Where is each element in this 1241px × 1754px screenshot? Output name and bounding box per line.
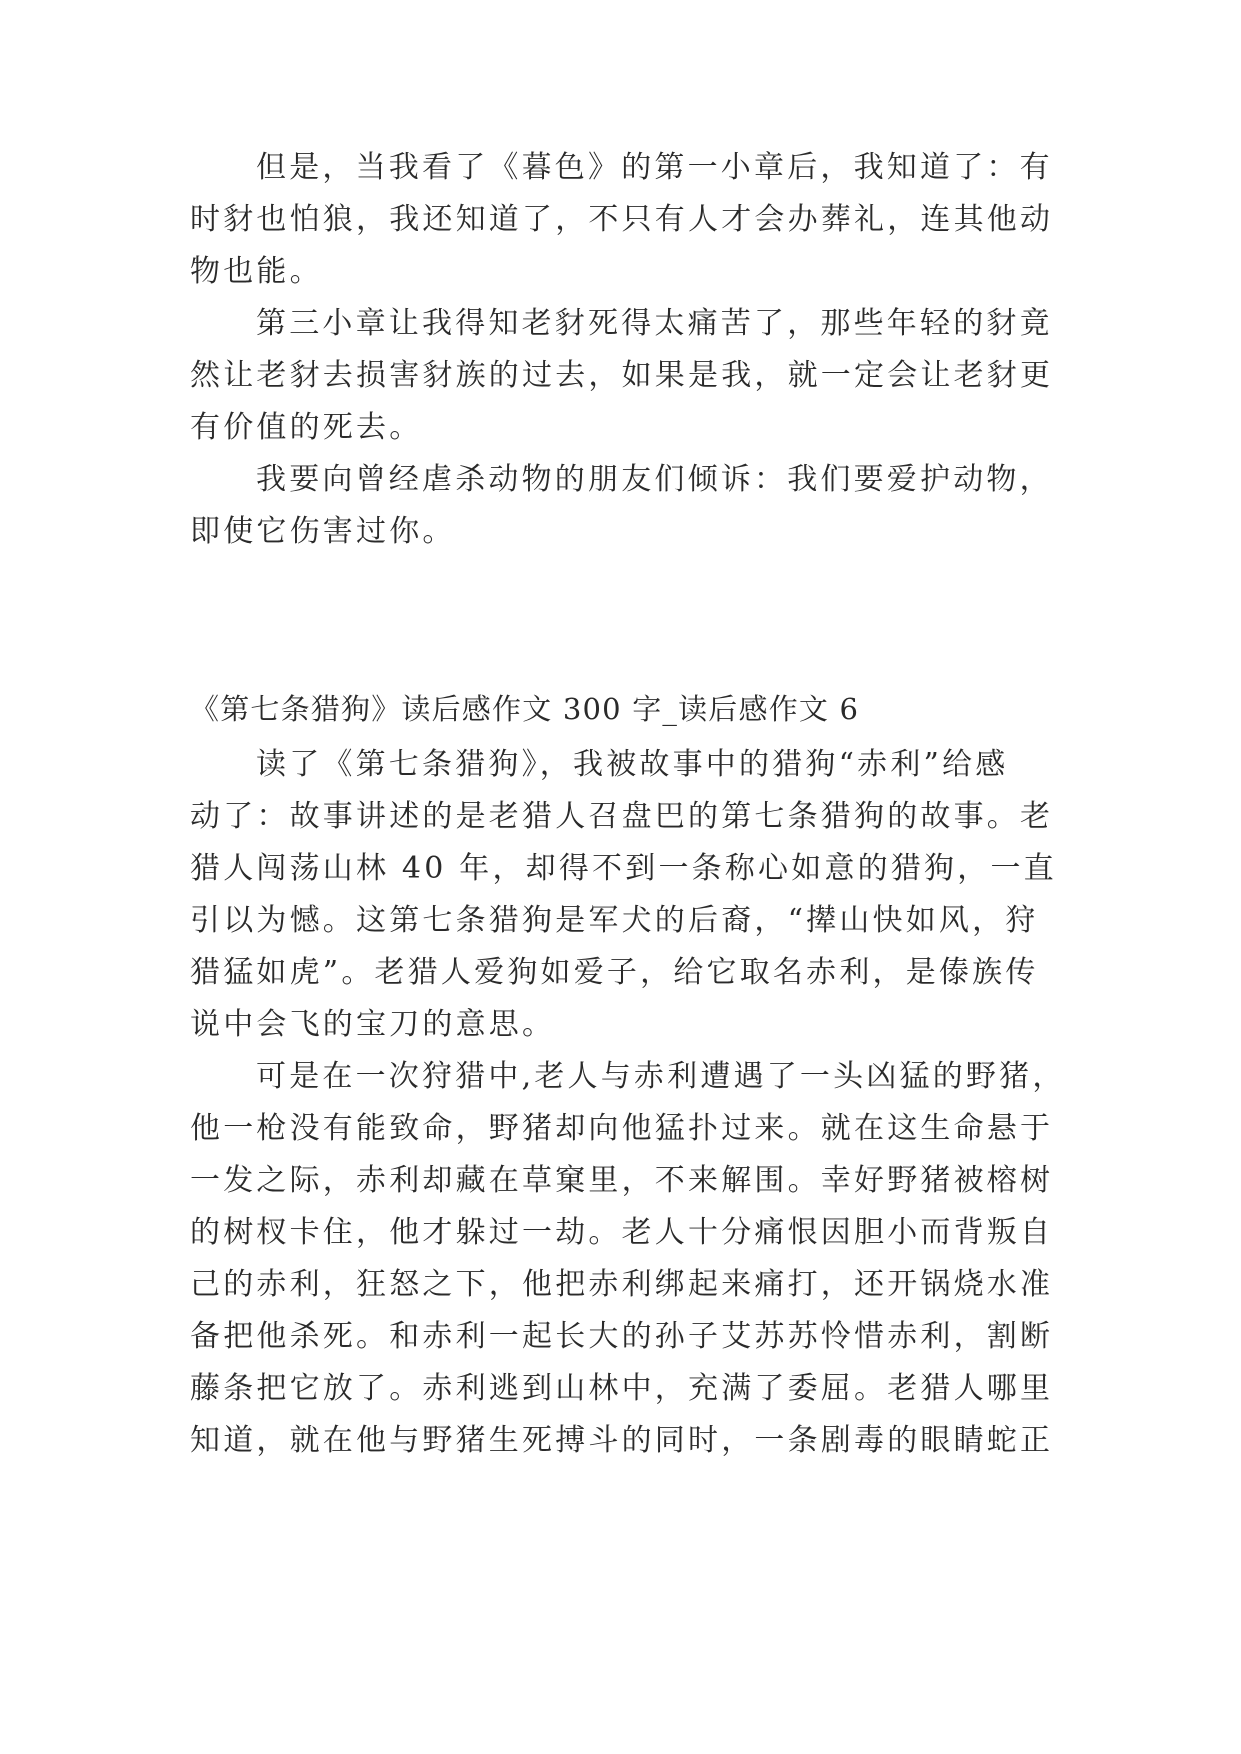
article-heading: 《第七条猎狗》读后感作文 300 字_读后感作文 6 bbox=[190, 692, 860, 726]
text-line: 时豺也怕狼，我还知道了，不只有人才会办葬礼，连其他动 bbox=[190, 202, 1054, 237]
text-line: 知道，就在他与野猪生死搏斗的同时，一条剧毒的眼睛蛇正 bbox=[190, 1423, 1054, 1458]
text-line: 第三小章让我得知老豺死得太痛苦了，那些年轻的豺竟 bbox=[256, 306, 1053, 341]
text-line: 一发之际，赤利却藏在草窠里，不来解围。幸好野猪被榕树 bbox=[190, 1163, 1054, 1198]
text-line: 即使它伤害过你。 bbox=[190, 514, 456, 549]
text-line: 然让老豺去损害豺族的过去，如果是我，就一定会让老豺更 bbox=[190, 358, 1054, 393]
text-line: 己的赤利，狂怒之下，他把赤利绑起来痛打，还开锅烧水准 bbox=[190, 1267, 1054, 1302]
text-line: 物也能。 bbox=[190, 254, 323, 289]
text-line: 猎猛如虎”。老猎人爱狗如爱子，给它取名赤利，是傣族传 bbox=[190, 955, 1039, 990]
text-line: 可是在一次狩猎中,老人与赤利遭遇了一头凶猛的野猪， bbox=[256, 1059, 1066, 1094]
text-line: 动了：故事讲述的是老猎人召盘巴的第七条猎狗的故事。老 bbox=[190, 799, 1054, 834]
text-line: 读了《第七条猎狗》，我被故事中的猎狗“赤利”给感 bbox=[256, 747, 1009, 782]
text-line: 藤条把它放了。赤利逃到山林中，充满了委屈。老猎人哪里 bbox=[190, 1371, 1054, 1406]
text-line: 我要向曾经虐杀动物的朋友们倾诉：我们要爱护动物， bbox=[256, 462, 1053, 497]
text-line: 但是，当我看了《暮色》的第一小章后，我知道了：有 bbox=[256, 150, 1053, 185]
text-line: 猎人闯荡山林 40 年，却得不到一条称心如意的猎狗，一直 bbox=[190, 851, 1057, 886]
text-line: 的树杈卡住，他才躲过一劫。老人十分痛恨因胆小而背叛自 bbox=[190, 1215, 1054, 1250]
text-line: 他一枪没有能致命，野猪却向他猛扑过来。就在这生命悬于 bbox=[190, 1111, 1054, 1146]
text-line: 备把他杀死。和赤利一起长大的孙子艾苏苏怜惜赤利，割断 bbox=[190, 1319, 1054, 1354]
text-line: 有价值的死去。 bbox=[190, 410, 423, 445]
text-line: 引以为憾。这第七条猎狗是军犬的后裔，“撵山快如风，狩 bbox=[190, 903, 1039, 938]
text-line: 说中会飞的宝刀的意思。 bbox=[190, 1007, 556, 1042]
